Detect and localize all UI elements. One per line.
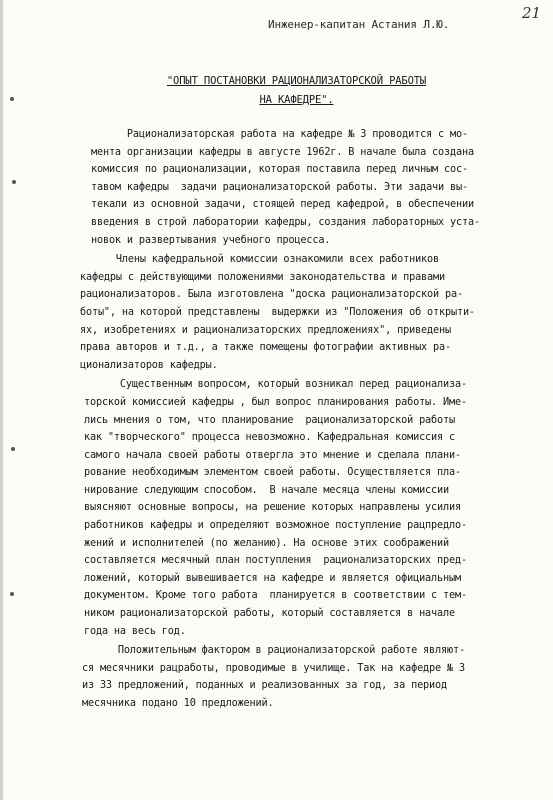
text-line: права авторов и т.д., а также помещены фотографии активных ра- xyxy=(80,342,451,354)
text-line: составляется месячный план поступления рационализаторских пред- xyxy=(84,555,467,567)
text-line: документом. Кроме того работа планируется в соответствии с тем- xyxy=(84,590,467,602)
text-line: самого начала своей работы отвергла это мнение и сделала плани- xyxy=(84,449,461,461)
text-line: Члены кафедральной комиссии ознакомили всех работников xyxy=(80,254,440,266)
text-line: ником рационализаторской работы, который составляется в начале xyxy=(84,608,455,620)
paragraph-4 xyxy=(82,642,544,712)
text-line: Положительным фактором в рационализаторской работе являют- xyxy=(82,645,465,657)
margin-mark xyxy=(11,447,15,451)
text-line: ся месячники рацработы, проводимые в училище. Так на кафедре № 3 xyxy=(82,662,465,674)
text-line: как "творческого" процесса невозможно. Кафедральная комиссия с xyxy=(84,432,455,444)
text-line: торской комиссией кафедры , был вопрос планирования работы. Име- xyxy=(84,396,467,408)
text-line: кафедры с действующими положениями законодательства и правами xyxy=(80,271,445,283)
text-line: лись мнения о том, что планирование рационализаторской работы xyxy=(84,414,455,426)
author-line: Инженер-капитан Астания Л.Ю. xyxy=(268,18,450,31)
text-line: комиссия по рационализации, которая поставила перед личным сос- xyxy=(91,164,468,176)
text-line: жений и исполнителей (по желанию). На основе этих соображений xyxy=(84,537,449,549)
text-line: ционализаторов кафедры. xyxy=(80,359,218,371)
text-line: Рационализаторская работа на кафедре № 3 проводится с мо- xyxy=(91,129,468,140)
page-number: 21 xyxy=(522,4,542,22)
text-line: новок и развертывания учебного процесса. xyxy=(91,234,331,246)
paragraph-2 xyxy=(80,251,544,374)
text-line: рационализаторов. Была изготовлена "доска рационализаторской ра- xyxy=(80,289,463,301)
margin-mark xyxy=(10,97,14,101)
text-line: работников кафедры и определяют возможное поступление рацпредло- xyxy=(84,520,467,532)
text-line: рование необходимым элементом своей работы. Осуществляется пла- xyxy=(84,467,461,479)
text-line: месячника подано 10 предложений. xyxy=(82,698,274,709)
document-title-line-1: "ОПЫТ ПОСТАНОВКИ РАЦИОНАЛИЗАТОРСКОЙ РАБОТЫ xyxy=(166,75,427,87)
margin-mark xyxy=(10,592,14,596)
text-line: из 33 предложений, поданных и реализованных за год, за период xyxy=(82,680,447,692)
text-line: Существенным вопросом, который возникал перед рационализа- xyxy=(84,379,467,391)
scan-edge-shadow xyxy=(0,0,3,800)
document-body xyxy=(80,126,544,713)
text-line: введения в строй лаборатории кафедры, создания лабораторных уста- xyxy=(91,216,480,228)
text-line: тавом кафедры задачи рационализаторской работы. Эти задачи вы- xyxy=(91,181,468,193)
paragraph-3 xyxy=(84,376,544,640)
document-title-line-2: НА КАФЕДРЕ". xyxy=(259,94,334,106)
margin-mark xyxy=(12,180,16,184)
text-line: нирование следующим способом. В начале месяца члены комиссии xyxy=(84,484,449,496)
text-line: боты", на которой представлены выдержки из "Положения об открыти- xyxy=(80,306,475,318)
text-line: ложений, который вывешивается на кафедре и является официальным xyxy=(84,572,461,584)
text-line: текали из основной задачи, стоящей перед кафедрой, в обеспечении xyxy=(91,199,474,211)
text-line: ях, изобретениях и рационализаторских предложениях", приведены xyxy=(80,324,451,336)
text-line: мента организации кафедры в августе 1962г. В начале была создана xyxy=(91,146,474,158)
text-line: года на весь год. xyxy=(84,625,186,637)
paragraph-1 xyxy=(91,126,544,249)
text-line: выясняют основные вопросы, на решение которых направлены усилия xyxy=(84,502,461,514)
